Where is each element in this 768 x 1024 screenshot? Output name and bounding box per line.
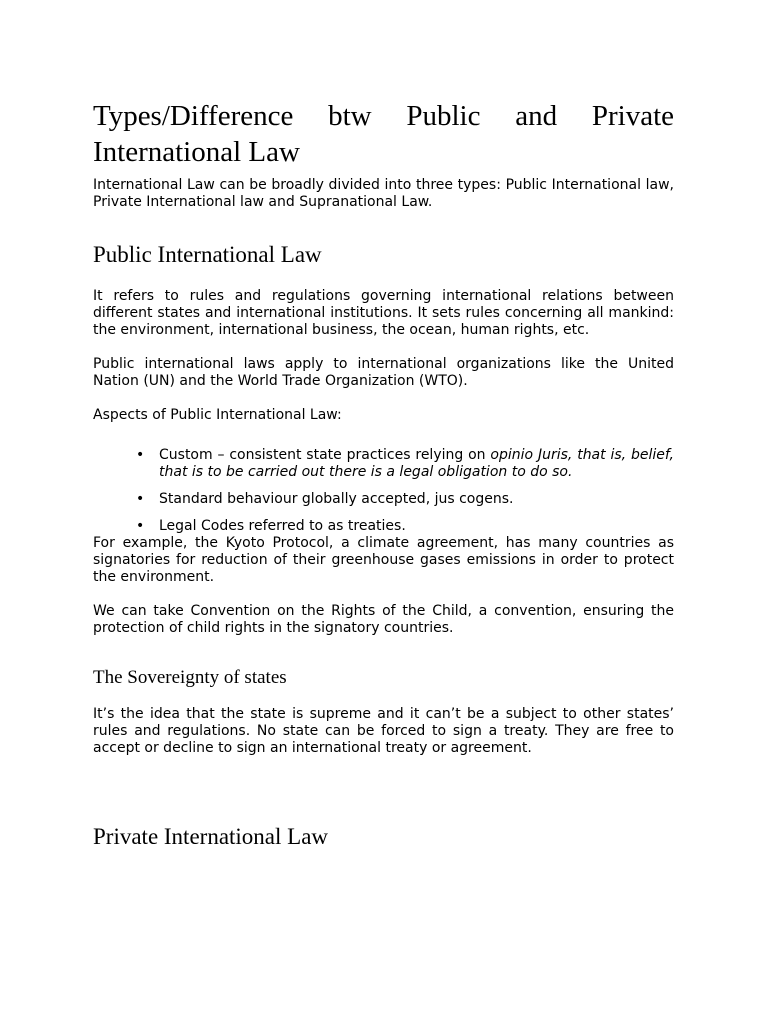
aspects-label: Aspects of Public International Law:	[93, 407, 342, 423]
list-item-italic-text: opinio Juris, that is, belief, that is to be carried out there is a legal obligation to do so.	[159, 447, 675, 480]
list-item	[136, 491, 674, 508]
intro-paragraph: International Law can be broadly divided into three types: Public International law, Private International law and Supranational Law.	[93, 177, 674, 210]
bullet-icon: •	[136, 491, 145, 507]
aspects-list	[93, 447, 674, 535]
sovereignty-heading: The Sovereignty of states	[93, 667, 287, 688]
document-title-line-1: Types/Difference btw Public and Private	[93, 100, 674, 132]
public-law-heading: Public International Law	[93, 242, 322, 267]
list-item-text: Legal Codes referred to as treaties.	[159, 518, 406, 534]
private-law-heading: Private International Law	[93, 824, 329, 849]
public-law-definition: It refers to rules and regulations governing international relations between different states and international institutions. It sets rules concerning all mankind: the environment, international business, the ocean, human rights, etc.	[93, 288, 674, 338]
document-page	[93, 98, 674, 851]
list-item	[136, 447, 675, 481]
list-item-text: Standard behaviour globally accepted, jus cogens.	[159, 491, 514, 507]
kyoto-example: For example, the Kyoto Protocol, a climate agreement, has many countries as signatories for reduction of their greenhouse gases emissions in order to protect the environment.	[93, 535, 674, 585]
child-rights-example: We can take Convention on the Rights of the Child, a convention, ensuring the protection of child rights in the signatory countries.	[93, 603, 674, 636]
sovereignty-paragraph: It’s the idea that the state is supreme and it can’t be a subject to other states’ rules and regulations. No state can be forced to sign a treaty. They are free to accept or decline to sign an international treaty or agreement.	[93, 706, 674, 756]
bullet-icon: •	[136, 518, 145, 534]
document-title	[93, 98, 674, 170]
list-item-text: Custom – consistent state practices relying on	[159, 447, 491, 463]
bullet-icon: •	[136, 447, 145, 463]
list-item	[136, 518, 674, 535]
document-title-line-2: International Law	[93, 136, 300, 168]
public-law-organizations: Public international laws apply to international organizations like the United Nation (UN) and the World Trade Organization (WTO).	[93, 356, 674, 389]
